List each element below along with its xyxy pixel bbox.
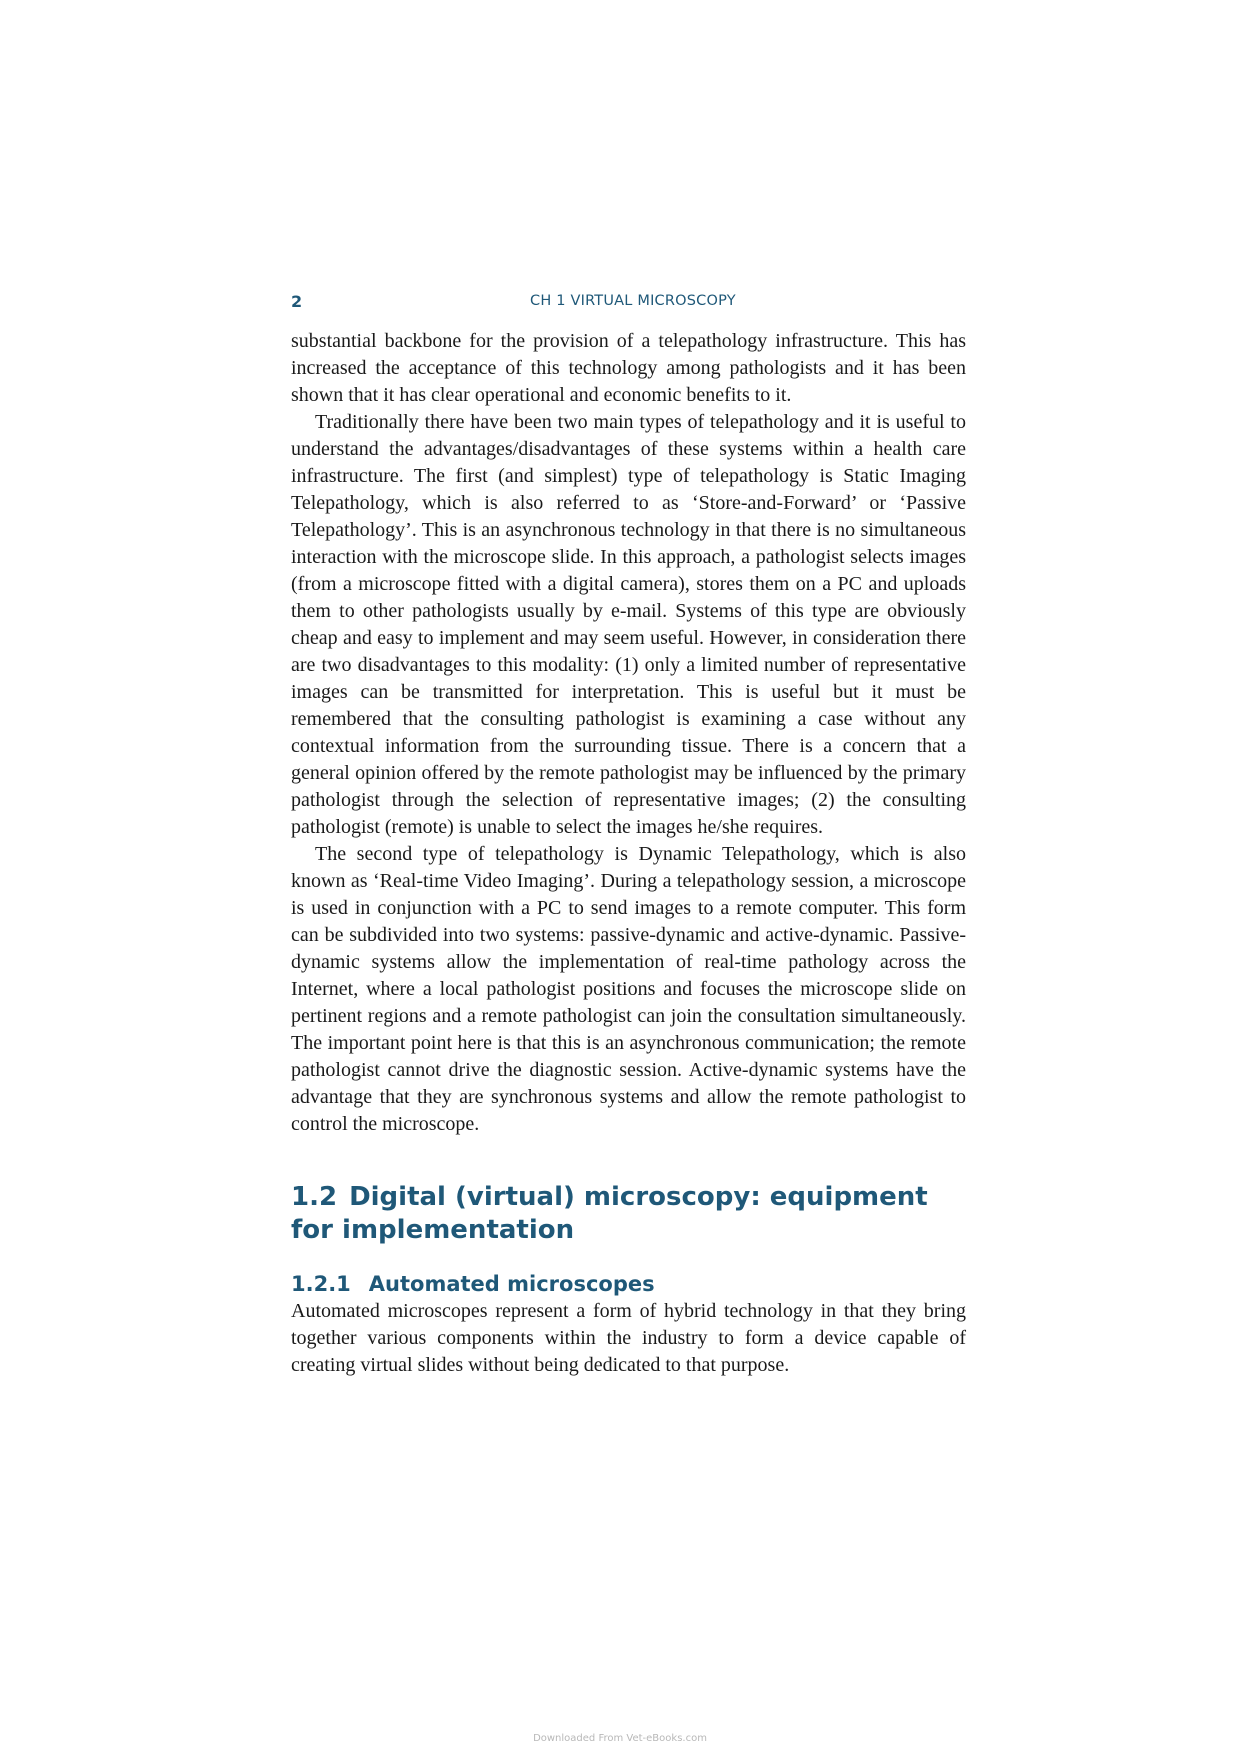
download-watermark: Downloaded From Vet-eBooks.com (533, 1733, 707, 1744)
paragraph-2: Traditionally there have been two main types of telepathology and it is useful to understand the advantages/disadvantages of these systems within a health care infrastructure. The first (and simplest) type of telepathology is Static Imaging Telepathology, which is also referred to as ‘Store-and-Forward’ or ‘Passive Telepathology’. This is an asynchronous technology in that there is no simultaneous interaction with the microscope slide. In this approach, a pathologist selects images (from a microscope fitted with a digital camera), stores them on a PC and uploads them to other pathologists usually by e-mail. Systems of this type are obviously cheap and easy to implement and may seem useful. However, in consideration there are two disadvantages to this modality: (1) only a limited number of representative images can be transmitted for interpretation. This is useful but it must be remembered that the consulting pathologist is examining a case without any contextual information from the surrounding tissue. There is a concern that a general opinion offered by the remote pathologist may be influenced by the primary pathologist through the selection of representative images; (2) the consulting pathologist (remote) is unable to select the images he/she requires. (291, 411, 966, 838)
running-head (291, 290, 966, 314)
body-text (291, 328, 966, 1379)
subsection-title: Automated microscopes (368, 1272, 655, 1296)
section-heading (291, 1181, 966, 1247)
subsection-heading (291, 1270, 966, 1298)
subsection-number: 1.2.1 (291, 1272, 351, 1296)
paragraph-3: The second type of telepathology is Dynamic Telepathology, which is also known as ‘Real-time Video Imaging’. During a telepathology session, a microscope is used in conjunction with a PC to send images to a remote computer. This form can be subdivided into two systems: passive-dynamic and active-dynamic. Passive-dynamic systems allow the implementation of real-time pathology across the Internet, where a local pathologist positions and focuses the microscope slide on pertinent regions and a remote pathologist can join the consultation simultaneously. The important point here is that this is an asynchronous communication; the remote pathologist cannot drive the diagnostic session. Active-dynamic systems have the advantage that they are synchronous systems and allow the remote pathologist to control the microscope. (291, 843, 966, 1135)
page-number: 2 (291, 292, 303, 311)
subsection-paragraph: Automated microscopes represent a form of hybrid technology in that they bring together various components within the industry to form a device capable of creating virtual slides without being dedicated to that purpose. (291, 1300, 966, 1376)
section-number: 1.2 (291, 1182, 338, 1212)
section-title-line-2: for implementation (291, 1215, 575, 1245)
paragraph-1: substantial backbone for the provision of a telepathology infrastructure. This has increased the acceptance of this technology among pathologists and it has been shown that it has clear operational and economic benefits to it. (291, 330, 966, 406)
section-title-line-1: Digital (virtual) microscopy: equipment (349, 1182, 928, 1212)
chapter-title: CH 1 VIRTUAL MICROSCOPY (530, 293, 736, 309)
page-content (291, 290, 966, 1379)
